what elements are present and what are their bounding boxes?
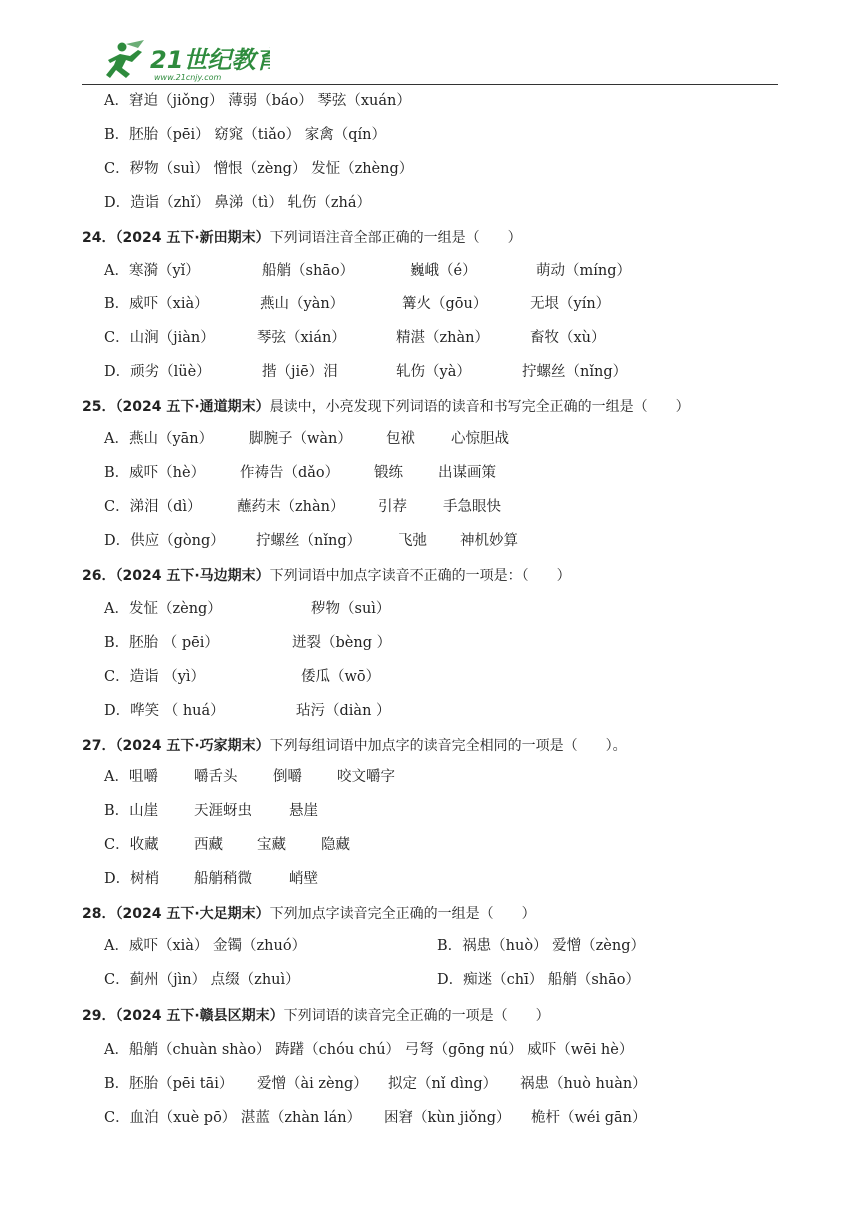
option-text: 包袱 (386, 431, 415, 447)
question-source: （2024 五下·巧家期末） (115, 738, 270, 754)
option-text: B．祸患（huò） 爱憎（zèng） (437, 938, 646, 954)
option-text: 无垠（yín） (530, 296, 611, 312)
option-text: 出谋画策 (438, 465, 496, 481)
question-text: 晨读中，小亮发现下列词语的读音和书写完全正确的一组是（ ） (269, 399, 690, 415)
option-text: C．造诣 （yì） (104, 669, 206, 685)
option-text: 琴弦（xián） (257, 330, 346, 346)
option-text: A．威吓（xià） 金镯（zhuó） (104, 938, 307, 954)
option-text: 篝火（gōu） (402, 296, 488, 312)
option-line (0, 362, 860, 382)
question-text: 下列词语注音全部正确的一组是（ ） (269, 230, 522, 246)
option-text: C．蓟州（jìn） 点缀（zhuì） (104, 972, 300, 988)
option-text: 心惊胆战 (451, 431, 509, 447)
option-text: D．供应（gòng） (104, 533, 225, 549)
option-text: 精湛（zhàn） (396, 330, 489, 346)
option-text: A．燕山（yān） (104, 431, 214, 447)
option-line (0, 869, 860, 889)
logo-text: 21世纪教育 (150, 46, 270, 74)
option-text: 困窘（kùn jiǒng） (384, 1110, 511, 1126)
option-text: D．顽劣（lüè） (104, 364, 211, 380)
question-source: （2024 五下·大足期末） (115, 906, 270, 922)
option-line (0, 159, 860, 179)
option-line (0, 91, 860, 111)
option-text: B．胚胎（pēi） 窈窕（tiǎo） 家禽（qín） (104, 127, 386, 143)
option-text: D．哗笑 （ huá） (104, 703, 225, 719)
question-number: 27． (82, 738, 116, 754)
option-text: 拟定（nǐ dìng） (388, 1076, 498, 1092)
option-text: 蘸药末（zhàn） (237, 499, 345, 515)
question-stem (82, 228, 522, 248)
option-text: 燕山（yàn） (260, 296, 345, 312)
option-line (0, 633, 860, 653)
option-line (0, 429, 860, 449)
question-stem (82, 736, 627, 756)
question-text: 下列词语中加点字读音不正确的一项是：（ ） (269, 568, 571, 584)
option-text: 峭壁 (289, 871, 318, 887)
option-line (0, 1108, 860, 1128)
option-text: 作祷告（dǎo） (240, 465, 340, 481)
option-text: B．威吓（hè） (104, 465, 206, 481)
option-text: C．山涧（jiàn） (104, 330, 215, 346)
option-text: 锻练 (374, 465, 403, 481)
logo-url: www.21cnjy.com (154, 73, 222, 82)
option-text: A．发怔（zèng） (104, 601, 222, 617)
option-text: C．秽物（suì） 憎恨（zèng） 发怔（zhèng） (104, 161, 414, 177)
option-text: D．痴迷（chī） 船艄（shāo） (437, 972, 640, 988)
option-line (0, 261, 860, 281)
option-text: 秽物（suì） (311, 601, 391, 617)
option-line (0, 667, 860, 687)
question-number: 26． (82, 568, 116, 584)
option-text: 爱憎（ài zèng） (257, 1076, 368, 1092)
option-line (0, 1040, 860, 1060)
option-line (0, 970, 860, 990)
option-text: 脚腕子（wàn） (249, 431, 352, 447)
question-number: 29． (82, 1008, 116, 1024)
option-text: 倒嚼 (273, 769, 302, 785)
question-stem (82, 397, 690, 417)
option-line (0, 936, 860, 956)
option-line (0, 835, 860, 855)
option-line (0, 701, 860, 721)
option-line (0, 463, 860, 483)
question-number: 25． (82, 399, 116, 415)
option-text: 船艄稍微 (194, 871, 252, 887)
option-text: 宝藏 (257, 837, 286, 853)
option-text: 神机妙算 (460, 533, 518, 549)
option-line (0, 193, 860, 213)
question-number: 28． (82, 906, 116, 922)
option-text: 船艄（shāo） (262, 263, 355, 279)
option-text: 隐藏 (321, 837, 350, 853)
question-source: （2024 五下·马边期末） (115, 568, 270, 584)
question-number: 24． (82, 230, 116, 246)
option-text: 倭瓜（wō） (301, 669, 381, 685)
question-text: 下列词语的读音完全正确的一项是（ ） (283, 1008, 550, 1024)
option-text: D．造诣（zhǐ） 鼻涕（tì） 轧伤（zhá） (104, 195, 372, 211)
option-text: 玷污（diàn ） (296, 703, 391, 719)
option-line (0, 531, 860, 551)
option-text: 西藏 (194, 837, 223, 853)
option-text: 拧螺丝（nǐng） (522, 364, 628, 380)
option-text: 轧伤（yà） (396, 364, 471, 380)
option-line (0, 767, 860, 787)
option-line (0, 497, 860, 517)
option-text: 揩（jiē）泪 (262, 364, 338, 380)
option-text: A．船艄（chuàn shào） 踌躇（chóu chú） 弓弩（gōng nú） 威吓（wēi hè） (104, 1042, 634, 1058)
option-text: 手急眼快 (443, 499, 501, 515)
option-text: C．收藏 (104, 837, 159, 853)
question-source: （2024 五下·赣县区期末） (115, 1008, 284, 1024)
question-text: 下列每组词语中加点字的读音完全相同的一项是（ ）。 (269, 738, 627, 754)
option-text: B．胚胎（pēi tāi） (104, 1076, 234, 1092)
option-text: D．树梢 (104, 871, 160, 887)
question-source: （2024 五下·通道期末） (115, 399, 270, 415)
option-text: 巍峨（é） (410, 263, 477, 279)
option-text: 嚼舌头 (194, 769, 238, 785)
option-text: 祸患（huò huàn） (520, 1076, 647, 1092)
option-text: A．寒漪（yǐ） (104, 263, 200, 279)
option-text: C．血泊（xuè pō） 湛蓝（zhàn lán） (104, 1110, 362, 1126)
option-text: 畜牧（xù） (530, 330, 606, 346)
option-line (0, 1074, 860, 1094)
option-text: C．涕泪（dì） (104, 499, 202, 515)
option-text: 悬崖 (289, 803, 318, 819)
option-line (0, 599, 860, 619)
option-text: B．山崖 (104, 803, 159, 819)
option-text: 飞弛 (398, 533, 427, 549)
question-source: （2024 五下·新田期末） (115, 230, 270, 246)
option-text: 拧螺丝（nǐng） (256, 533, 362, 549)
option-text: 萌动（míng） (536, 263, 632, 279)
option-text: A．窘迫（jiǒng） 薄弱（báo） 琴弦（xuán） (104, 93, 411, 109)
question-stem (82, 566, 571, 586)
option-line (0, 125, 860, 145)
question-stem (82, 904, 536, 924)
option-text: 桅杆（wéi gān） (531, 1110, 647, 1126)
option-text: 迸裂（bèng ） (292, 635, 392, 651)
option-line (0, 294, 860, 314)
option-text: 引荐 (378, 499, 407, 515)
option-text: B．威吓（xià） (104, 296, 209, 312)
option-line (0, 328, 860, 348)
option-text: A．咀嚼 (104, 769, 158, 785)
question-stem (82, 1006, 550, 1026)
option-text: 咬文嚼字 (337, 769, 395, 785)
option-text: B．胚胎 （ pēi） (104, 635, 219, 651)
option-text: 天涯蚜虫 (194, 803, 252, 819)
option-line (0, 801, 860, 821)
question-text: 下列加点字读音完全正确的一组是（ ） (269, 906, 536, 922)
